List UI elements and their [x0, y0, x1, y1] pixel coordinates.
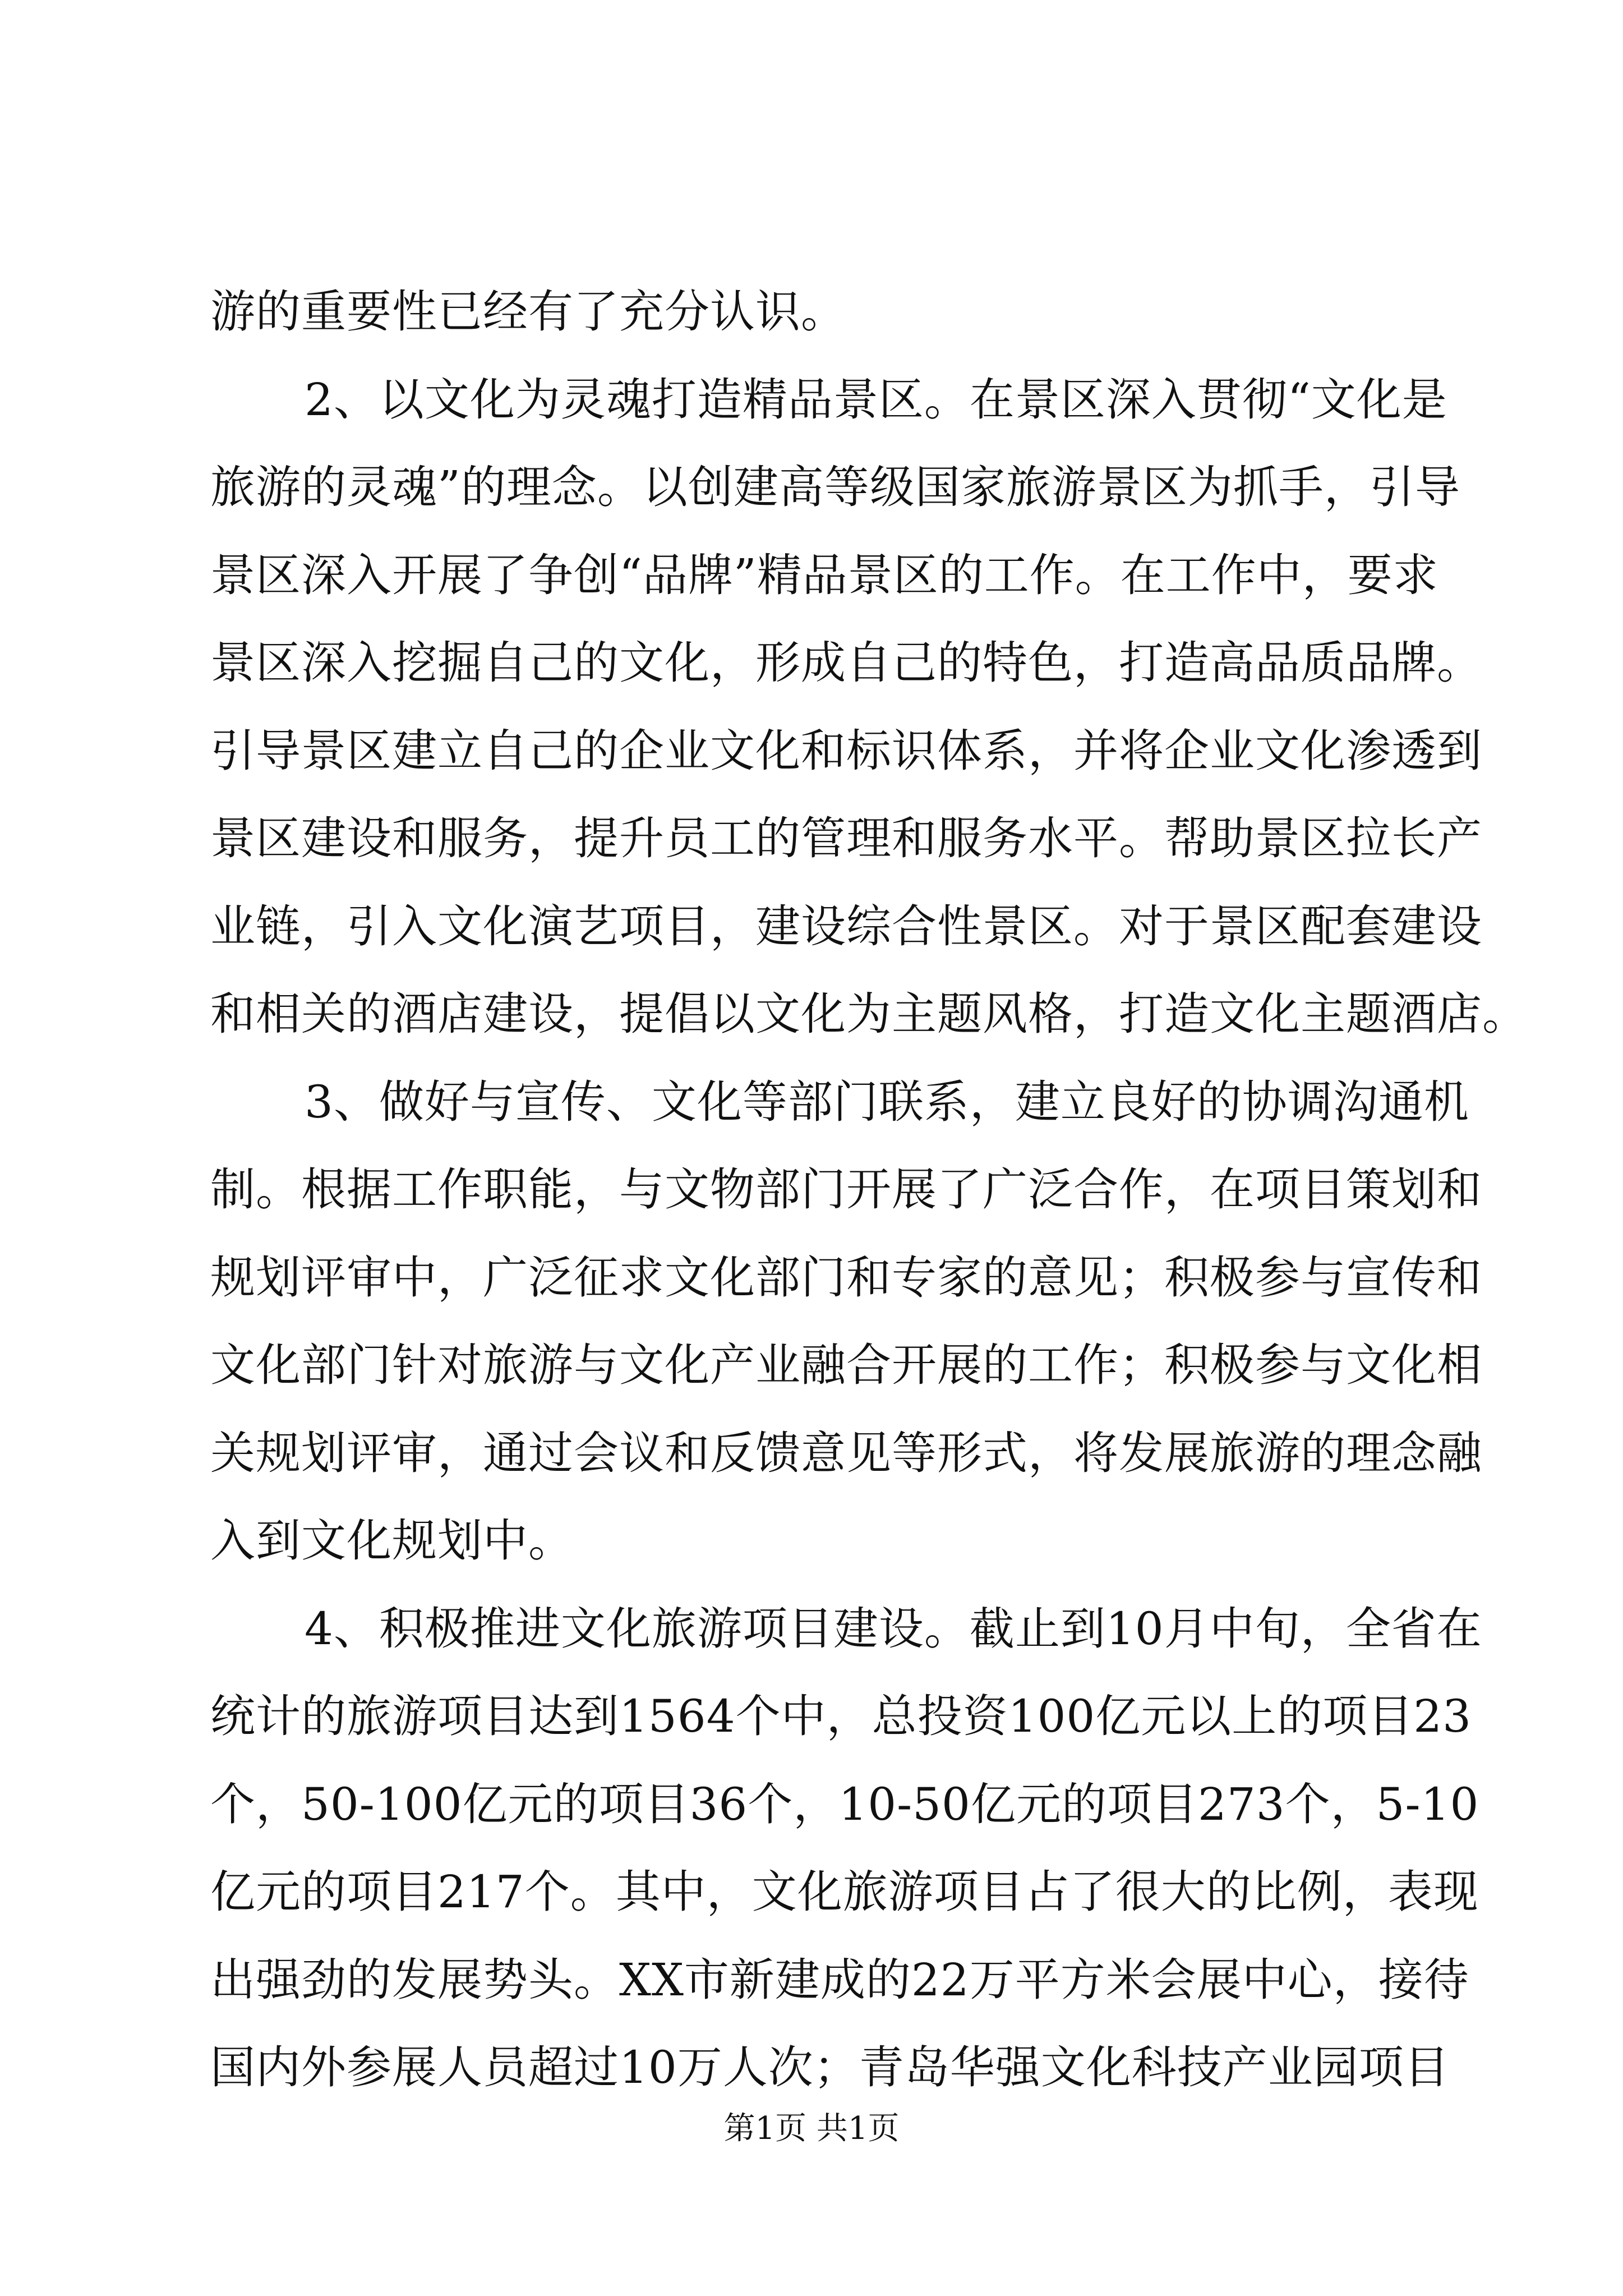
text-line: 亿元的项目217个。其中，文化旅游项目占了很大的比例，表现: [210, 1866, 1479, 1918]
text-line: 入到文化规划中。: [210, 1515, 574, 1567]
text-line: 和相关的酒店建设，提倡以文化为主题风格，打造文化主题酒店。: [210, 988, 1528, 1040]
text-line: 游的重要性已经有了充分认识。: [210, 286, 846, 338]
text-line: 景区深入挖掘自己的文化，形成自己的特色，打造高品质品牌。: [210, 637, 1482, 689]
text-line: 2、以文化为灵魂打造精品景区。在景区深入贯彻“文化是: [305, 373, 1447, 426]
body-text: [210, 268, 1528, 2112]
text-line: 文化部门针对旅游与文化产业融合开展的工作；积极参与文化相: [210, 1339, 1482, 1391]
text-line: 景区深入开展了争创“品牌”精品景区的工作。在工作中，要求: [210, 549, 1438, 601]
text-line: 统计的旅游项目达到1564个中，总投资100亿元以上的项目23: [210, 1690, 1472, 1742]
text-line: 3、做好与宣传、文化等部门联系，建立良好的协调沟通机: [305, 1075, 1469, 1128]
text-line: 国内外参展人员超过10万人次；青岛华强文化科技产业园项目: [210, 2041, 1450, 2093]
text-line: 关规划评审，通过会议和反馈意见等形式，将发展旅游的理念融: [210, 1427, 1482, 1479]
text-line: 出强劲的发展势头。XX市新建成的22万平方米会展中心，接待: [210, 1953, 1469, 2006]
text-line: 引导景区建立自己的企业文化和标识体系，并将企业文化渗透到: [210, 724, 1482, 777]
page-footer: 第1页 共1页: [723, 2110, 900, 2147]
text-line: 旅游的灵魂”的理念。以创建高等级国家旅游景区为抓手，引导: [210, 461, 1460, 513]
text-line: 个，50-100亿元的项目36个，10-50亿元的项目273个，5-10: [210, 1778, 1479, 1830]
text-line: 规划评审中，广泛征求文化部门和专家的意见；积极参与宣传和: [210, 1251, 1482, 1304]
text-line: 4、积极推进文化旅游项目建设。截止到10月中旬，全省在: [305, 1602, 1482, 1655]
text-line: 景区建设和服务，提升员工的管理和服务水平。帮助景区拉长产: [210, 812, 1482, 864]
text-line: 制。根据工作职能，与文物部门开展了广泛合作，在项目策划和: [210, 1163, 1482, 1216]
text-line: 业链，引入文化演艺项目，建设综合性景区。对于景区配套建设: [210, 900, 1482, 953]
